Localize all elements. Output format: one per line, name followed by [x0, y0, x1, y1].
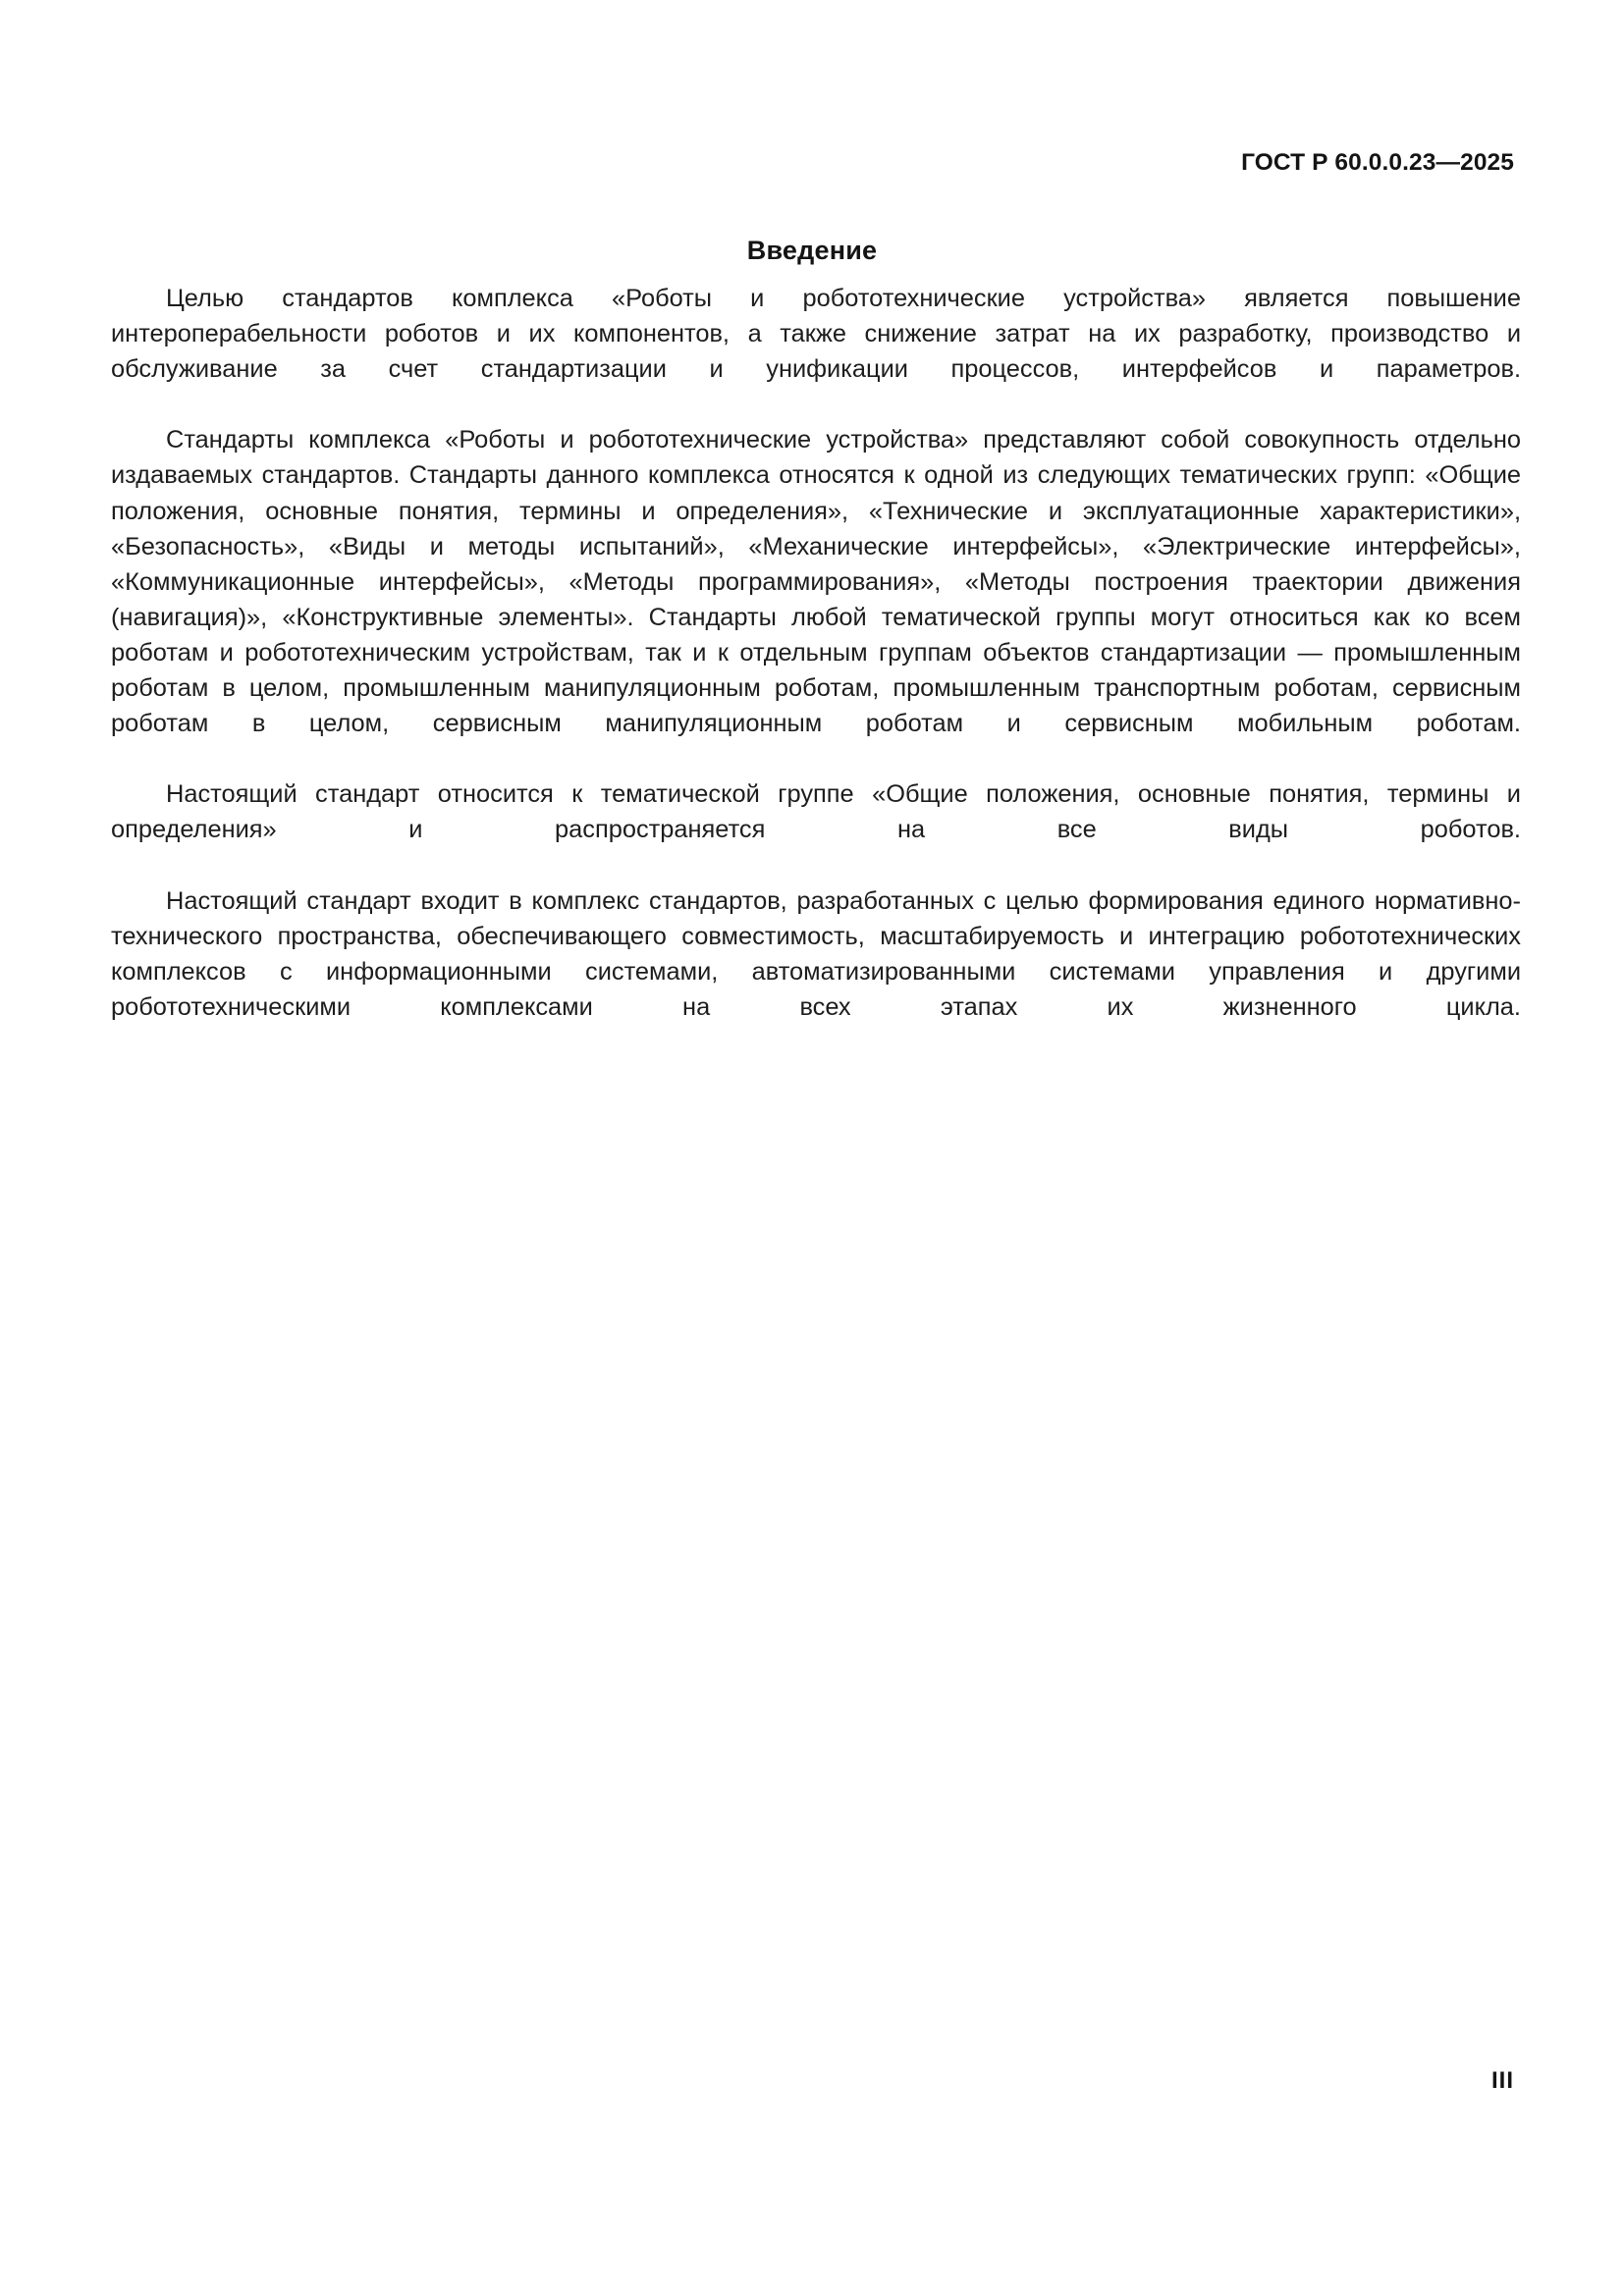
page-number: III [1490, 2067, 1514, 2094]
body-paragraph: Стандарты комплекса «Роботы и робототехнические устройства» представляют собой совокупность отдельно издаваемых стандартов. Стандарты данного комплекса относятся к одной из следующих тематических групп: «Общие положения, основные понятия, термины и определения», «Технические и эксплуатационные характеристики», «Безопасность», «Виды и методы испытаний», «Механические интерфейсы», «Электрические интерфейсы», «Коммуникационные интерфейсы», «Методы программирования», «Методы построения траектории движения (навигация)», «Конструктивные элементы». Стандарты любой тематической группы могут относиться как ко всем роботам и робототехническим устройствам, так и к отдельным группам объектов стандартизации — промышленным роботам в целом, промышленным манипуляционным роботам, промышленным транспортным роботам, сервисным роботам в целом, сервисным манипуляционным роботам и сервисным мобильным роботам. [111, 426, 1521, 738]
body-paragraph: Целью стандартов комплекса «Роботы и робототехнические устройства» является повышение интероперабельности роботов и их компонентов, а также снижение затрат на их разработку, производство и обслуживание за счет стандартизации и унификации процессов, интерфейсов и параметров. [111, 285, 1521, 384]
page-title: Введение [746, 236, 878, 266]
body-paragraph: Настоящий стандарт входит в комплекс стандартов, разработанных с целью формирования единого нормативно-технического пространства, обеспечивающего совместимость, масштабируемость и интеграцию робототехнических комплексов с информационными системами, автоматизированными системами управления и другими робототехническими комплексами на всех этапах их жизненного цикла. [111, 886, 1521, 1021]
introduction-body [111, 281, 1521, 1060]
body-paragraph: Настоящий стандарт относится к тематической группе «Общие положения, основные понятия, термины и определения» и распространяется на все виды роботов. [111, 780, 1521, 844]
running-header-standard-number: ГОСТ Р 60.0.0.23—2025 [1241, 149, 1514, 176]
